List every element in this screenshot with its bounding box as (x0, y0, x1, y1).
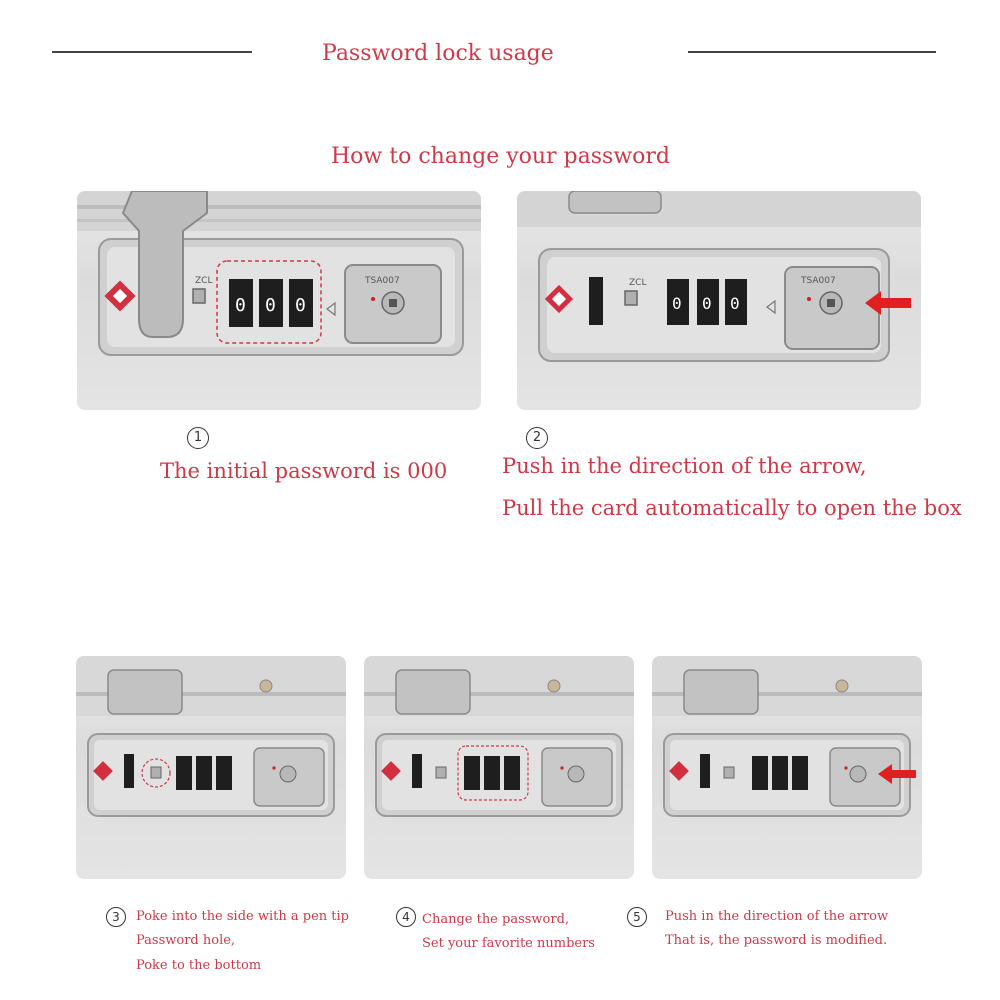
step-1-number: 1 (187, 427, 209, 449)
step-1-photo (77, 191, 481, 410)
step-5-number: 5 (627, 907, 647, 927)
step-4-photo (364, 656, 634, 879)
step-5-caption-line-2: That is, the password is modified. (665, 933, 888, 948)
step-3-number: 3 (106, 907, 126, 927)
lock-illustration (76, 656, 346, 879)
step-2-photo (517, 191, 921, 410)
step-5-caption-line-1: Push in the direction of the arrow (665, 909, 889, 924)
step-2-number: 2 (526, 427, 548, 449)
lock-brand-text: ZCL (629, 278, 647, 288)
tsa-text: TSA007 (801, 276, 836, 286)
step-3-caption-line-2: Password hole, (136, 933, 236, 948)
tsa-text: TSA007 (365, 276, 400, 286)
lock-illustration (652, 656, 922, 879)
svg-text:0: 0 (702, 294, 712, 313)
step-4-caption-line-1: Change the password, (422, 912, 570, 927)
lock-brand-text: ZCL (195, 276, 213, 286)
step-2-caption-line-2: Pull the card automatically to open the box (502, 496, 962, 520)
lock-illustration (77, 191, 481, 410)
page-title: Password lock usage (322, 41, 554, 66)
step-4-caption-line-2: Set your favorite numbers (422, 936, 595, 951)
svg-text:0: 0 (295, 295, 306, 316)
step-3-photo (76, 656, 346, 879)
step-1-caption: The initial password is 000 (160, 459, 448, 483)
header-rule-right (688, 51, 936, 53)
svg-text:0: 0 (672, 294, 682, 313)
svg-text:0: 0 (265, 295, 276, 316)
svg-text:0: 0 (730, 294, 740, 313)
step-4-number: 4 (396, 907, 416, 927)
lock-illustration (517, 191, 921, 410)
step-3-caption-line-1: Poke into the side with a pen tip (136, 909, 349, 924)
lock-illustration (364, 656, 634, 879)
step-5-photo (652, 656, 922, 879)
section-subtitle: How to change your password (331, 144, 671, 169)
header-rule-left (52, 51, 252, 53)
step-3-caption-line-3: Poke to the bottom (136, 958, 262, 973)
svg-text:0: 0 (235, 295, 246, 316)
step-2-caption-line-1: Push in the direction of the arrow, (502, 454, 867, 478)
